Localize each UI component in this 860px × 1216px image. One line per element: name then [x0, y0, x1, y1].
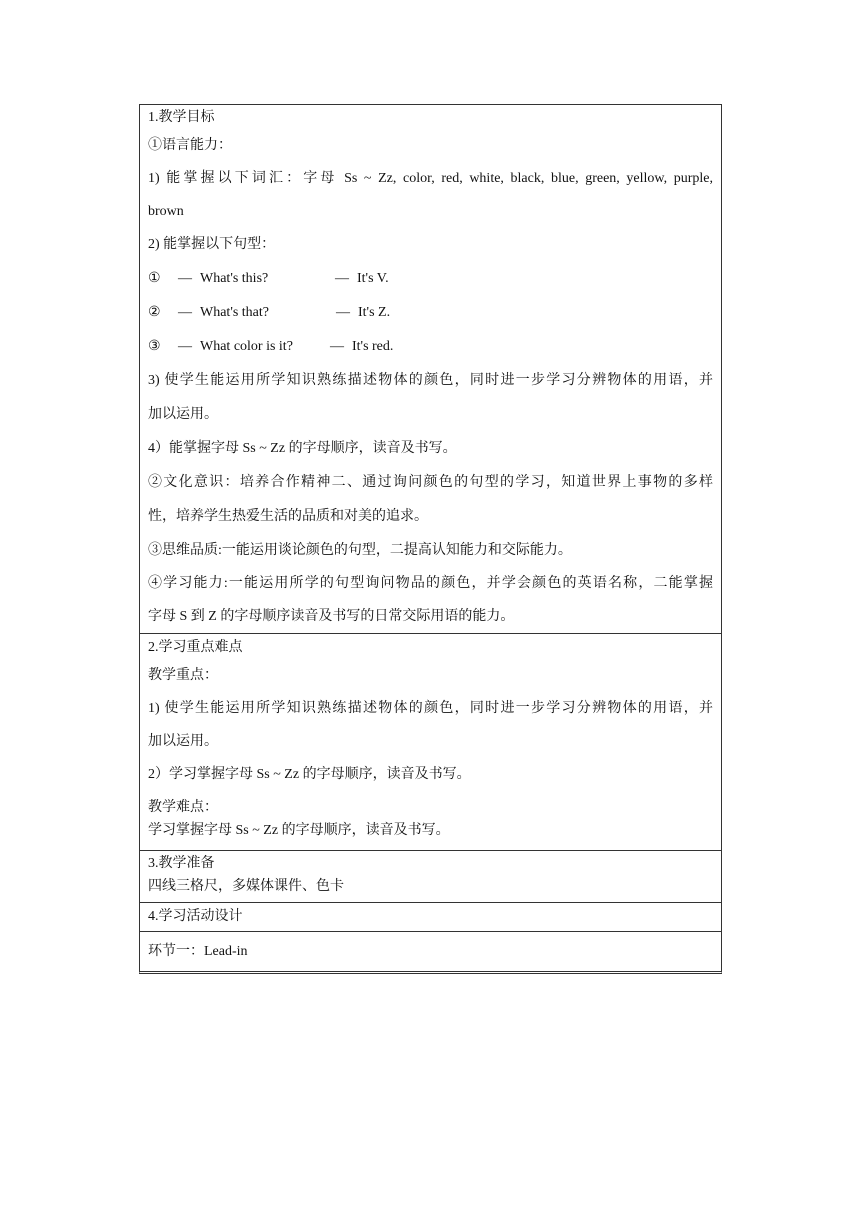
activities-heading-row [140, 902, 721, 931]
sentence-patterns-title: 2) 能掌握以下句型： [148, 237, 276, 252]
vocabulary-line: 1) 能掌握以下词汇：字母 Ss ~ Zz, color, red, white, black, blue, green, yellow, purple, [148, 171, 713, 186]
dialog-answer: It's red. [352, 339, 394, 354]
objectives-heading: 1.教学目标 [148, 110, 215, 125]
teaching-focus-item: 1) 使学生能运用所学知识熟练描述物体的颜色，同时进一步学习分辨物体的用语，并 [148, 701, 713, 716]
activity-stage-row [140, 931, 721, 971]
describe-colors-line: 3) 使学生能运用所学知识熟练描述物体的颜色，同时进一步学习分辨物体的用语，并 [148, 373, 713, 388]
cultural-awareness-line-continued: 性，培养学生热爱生活的品质和对美的追求。 [148, 509, 428, 524]
dialog-number: ③ [148, 339, 161, 354]
key-points-heading: 2.学习重点难点 [148, 640, 243, 655]
dialog-answer: It's V. [357, 271, 389, 286]
teaching-difficulty-item: 学习掌握字母 Ss ~ Zz 的字母顺序，读音及书写。 [148, 823, 450, 838]
dialog-row [148, 335, 713, 358]
letter-order-line: 4）能掌握字母 Ss ~ Zz 的字母顺序，读音及书写。 [148, 441, 457, 456]
language-ability-title: ①语言能力： [148, 138, 232, 153]
preparation-heading: 3.教学准备 [148, 856, 215, 871]
preparation-content: 四线三格尺，多媒体课件、色卡 [148, 879, 344, 894]
question-dash: — [178, 271, 192, 286]
question-dash: — [178, 305, 192, 320]
dialog-number: ② [148, 305, 161, 320]
teaching-difficulty-title: 教学难点： [148, 800, 218, 815]
answer-dash: — [330, 339, 344, 354]
dialog-row [148, 267, 713, 290]
dialog-row [148, 301, 713, 324]
objectives-section [140, 105, 721, 633]
answer-dash: — [335, 271, 349, 286]
vocabulary-line-continued: brown [148, 204, 184, 219]
teaching-focus-item: 2）学习掌握字母 Ss ~ Zz 的字母顺序，读音及书写。 [148, 767, 471, 782]
learning-ability-line-continued: 字母 S 到 Z 的字母顺序读音及书写的日常交际用语的能力。 [148, 609, 515, 624]
answer-dash: — [336, 305, 350, 320]
thinking-quality-line: ③思维品质:一能运用谈论颜色的句型，二提高认知能力和交际能力。 [148, 543, 572, 558]
teaching-focus-title: 教学重点： [148, 668, 218, 683]
question-dash: — [178, 339, 192, 354]
dialog-question: What's this? [200, 271, 269, 286]
lesson-plan-table [139, 104, 722, 974]
dialog-question: What's that? [200, 305, 269, 320]
preparation-section [140, 850, 721, 902]
dialog-number: ① [148, 271, 161, 286]
dialog-answer: It's Z. [358, 305, 391, 320]
cultural-awareness-line: ②文化意识：培养合作精神二、通过询问颜色的句型的学习，知道世界上事物的多样 [148, 475, 713, 490]
dialog-question: What color is it? [200, 339, 293, 354]
describe-colors-line-continued: 加以运用。 [148, 407, 218, 422]
activity-stage-label: 环节一：Lead-in [148, 944, 248, 959]
learning-ability-line: ④学习能力:一能运用所学的句型询问物品的颜色，并学会颜色的英语名称，二能掌握 [148, 576, 713, 591]
teaching-focus-item-continued: 加以运用。 [148, 734, 218, 749]
key-points-section [140, 633, 721, 850]
activities-heading: 4.学习活动设计 [148, 909, 243, 924]
